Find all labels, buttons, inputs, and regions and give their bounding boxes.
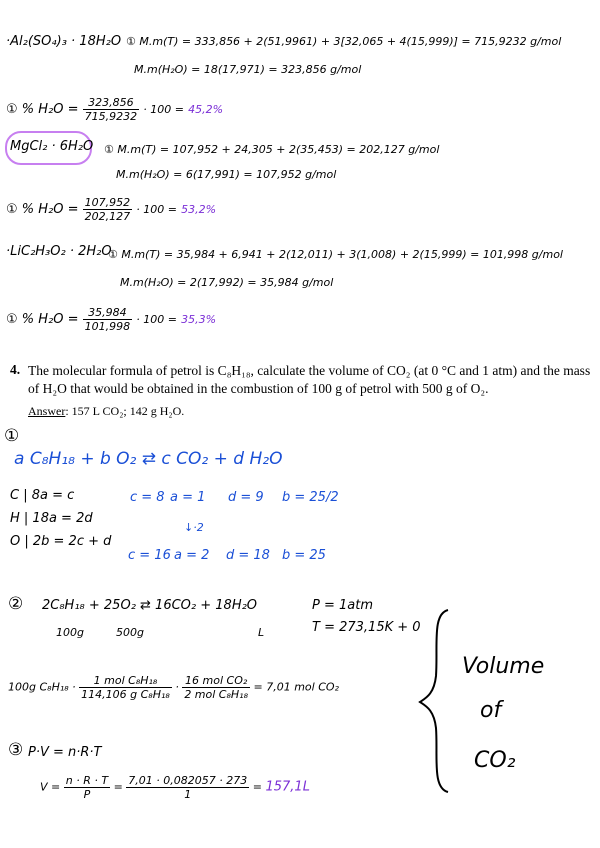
curly-brace-icon [418,606,458,796]
percent-fraction [83,196,133,223]
percent-tail: · 100 = [136,313,177,326]
percent-result: 45,2% [188,103,224,116]
mass-petrol: 100g [56,626,84,639]
condition-temperature: T = 273,15K + 0 [312,620,421,635]
molar-mass-total-1: ① M.m(T) = 333,856 + 2(51,9961) + 3[32,065 + 4(15,999)] = 715,9232 g/mol [126,35,562,48]
molar-mass-total-2: ① M.m(T) = 107,952 + 24,305 + 2(35,453) = 202,127 g/mol [104,143,440,156]
volume-result: 157,1L [265,779,310,795]
volume-formula-fraction [64,774,110,801]
question-number: 4. [10,362,21,377]
percent-label: ① % H₂O = [6,312,79,327]
side-note-of: of [480,698,502,723]
formula-3: ·LiC₂H₃O₂ · 2H₂O [6,244,112,259]
dot-separator: · [175,680,179,694]
solution-b: b = 25/2 [282,490,339,505]
fraction-numerator: 323,856 [83,96,140,110]
question-text: The molecular formula of petrol is C₈H₁₈, calculate the volume of CO₂ (at 0 °C and 1 atm) and the mass of H₂O that would be obtained in the combustion of 100 g of petrol with 500 g of O₂. [28,363,591,396]
percent-result: 35,3% [181,313,217,326]
molar-mass-water-3: M.m(H₂O) = 2(17,992) = 35,984 g/mol [120,276,334,289]
stoich-fraction-1 [79,674,172,701]
fraction-denominator: 2 mol C₈H₁₈ [184,688,248,701]
answer-line [28,404,184,419]
solution-d: d = 9 [228,490,264,505]
reaction-equation: a C₈H₁₈ + b O₂ ⇄ c CO₂ + d H₂O [14,449,283,469]
percent-tail: · 100 = [136,203,177,216]
stoich-start: 100g C₈H₁₈ · [8,680,76,694]
step-marker-2: ② [8,594,24,614]
stoich-fraction-2 [182,674,250,701]
solution2-b: b = 25 [282,548,326,563]
volume-calculation [40,774,310,801]
fraction-numerator: 16 mol CO₂ [182,674,250,688]
fraction-denominator: P [83,788,91,801]
fraction-numerator: 107,952 [84,196,131,209]
formula-1: ·Al₂(SO₄)₃ · 18H₂O [6,34,122,49]
solution2-a: a = 2 [174,548,210,563]
percent-line-3 [6,306,216,333]
fraction-denominator: 1 [184,788,192,801]
step-marker-1: ① [4,426,20,446]
fraction-numerator: 35,984 [83,306,133,320]
mass-oxygen: 500g [116,626,144,639]
fraction-numerator: 7,01 · 0,082057 · 273 [128,774,248,787]
equals-sign: = [113,780,123,794]
percent-result: 53,2% [181,203,217,216]
fraction-denominator: 715,9232 [84,110,138,123]
answer-text: : 157 L CO₂; 142 g H₂O. [65,404,185,418]
percent-label: ① % H₂O = [6,202,79,217]
side-note-co2: CO₂ [474,748,516,773]
percent-tail: · 100 = [143,103,184,116]
balanced-equation: 2C₈H₁₈ + 25O₂ ⇄ 16CO₂ + 18H₂O [42,598,258,613]
condition-pressure: P = 1atm [312,598,373,613]
solution2-d: d = 18 [226,548,270,563]
volume-label: V = [40,780,61,794]
volume-unit: L [258,626,265,639]
percent-label: ① % H₂O = [6,102,79,117]
fraction-numerator: 1 mol C₈H₁₈ [79,674,172,688]
equals-sign: = [252,780,262,794]
fraction-numerator: n · R · T [65,774,109,787]
solution2-c: c = 16 [128,548,171,563]
solution-a: a = 1 [170,490,206,505]
stoich-result: = 7,01 mol CO₂ [253,680,339,694]
side-note-volume: Volume [462,654,545,679]
balance-row-h: H | 18a = 2d [10,511,93,526]
step-marker-3: ③ [8,740,24,760]
balance-row-o: O | 2b = 2c + d [10,534,112,549]
ideal-gas-law: P·V = n·R·T [28,745,102,760]
multiplier-note: ↓·2 [184,521,204,534]
solution-c: c = 8 [130,490,165,505]
molar-mass-water-2: M.m(H₂O) = 6(17,991) = 107,952 g/mol [116,168,337,181]
formula-2: MgCl₂ · 6H₂O [10,139,94,154]
volume-value-fraction [126,774,249,801]
percent-line-2 [6,196,216,223]
fraction-denominator: 114,106 g C₈H₁₈ [81,688,170,701]
percent-fraction [83,96,140,123]
fraction-denominator: 202,127 [84,210,131,223]
molar-mass-water-1: M.m(H₂O) = 18(17,971) = 323,856 g/mol [134,63,362,76]
fraction-denominator: 101,998 [84,320,131,333]
stoichiometry-line [8,674,339,701]
percent-fraction [83,306,133,333]
molar-mass-total-3: ① M.m(T) = 35,984 + 6,941 + 2(12,011) + 3(1,008) + 2(15,999) = 101,998 g/mol [108,248,563,261]
percent-line-1 [6,96,223,123]
answer-label: Answer [28,404,66,418]
balance-row-c: C | 8a = c [10,488,75,503]
